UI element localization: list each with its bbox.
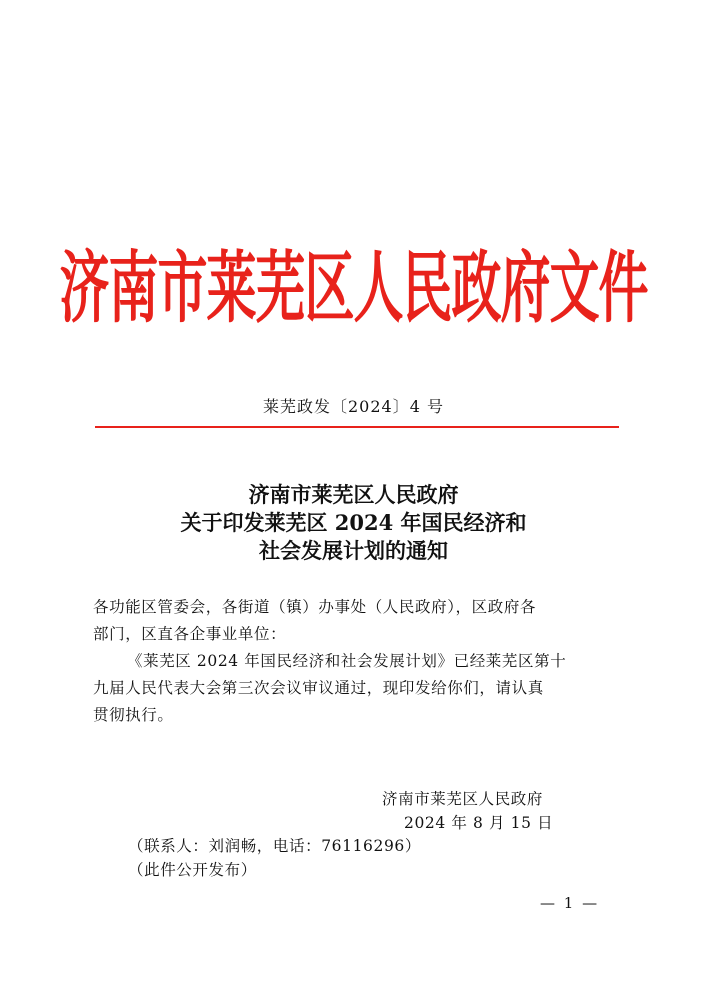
issue-date: 2024 年 8 月 15 日 xyxy=(404,814,554,832)
issuer-signature: 济南市莱芜区人民政府 xyxy=(382,790,544,808)
document-masthead: 济南市莱芜区人民政府文件 xyxy=(59,241,648,333)
red-divider-line xyxy=(95,426,619,428)
body-line-2: 部门，区直各企事业单位： xyxy=(93,625,287,643)
body-line-4: 九届人民代表大会第三次会议审议通过，现印发给你们，请认真 xyxy=(93,679,544,697)
document-title xyxy=(0,481,707,565)
document-body xyxy=(93,594,619,729)
document-number: 莱芜政发〔2024〕4 号 xyxy=(263,397,444,416)
title-line-2: 关于印发莱芜区 2024 年国民经济和 xyxy=(180,510,527,535)
title-line-1: 济南市莱芜区人民政府 xyxy=(248,482,459,507)
body-line-3: 《莱芜区 2024 年国民经济和社会发展计划》已经莱芜区第十 xyxy=(127,652,567,670)
page-number: — 1 — xyxy=(540,894,600,912)
contact-note: （联系人：刘润畅，电话：76116296） xyxy=(128,837,421,855)
body-line-1: 各功能区管委会，各街道（镇）办事处（人民政府），区政府各 xyxy=(93,598,537,616)
title-line-3: 社会发展计划的通知 xyxy=(259,538,448,563)
release-note: （此件公开发布） xyxy=(128,861,257,879)
body-line-5: 贯彻执行。 xyxy=(93,706,174,724)
